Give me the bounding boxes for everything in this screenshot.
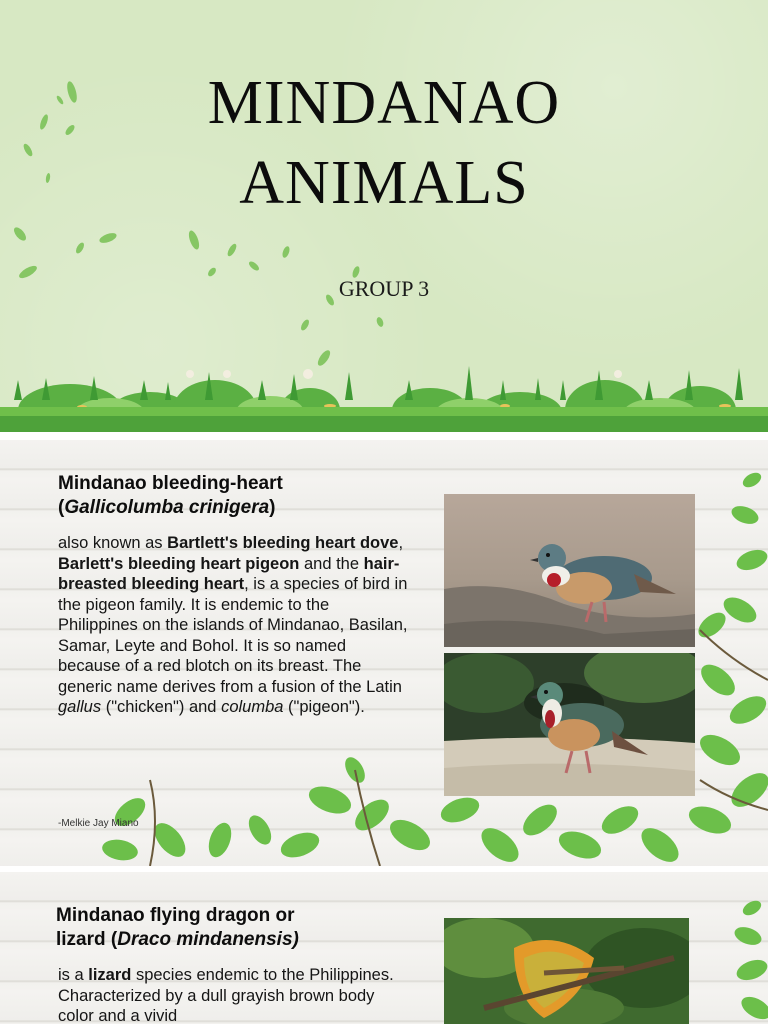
slide-heading — [58, 472, 438, 520]
title-line-1: MINDANAO — [207, 69, 561, 137]
paren-open: ( — [58, 497, 65, 518]
bird-photo-2 — [444, 653, 695, 796]
text-run: ("chicken") and — [101, 698, 222, 716]
italic-run: columba — [221, 698, 284, 716]
bold-run: hair-breasted bleeding heart — [58, 554, 400, 593]
text-run: ("pigeon"). — [283, 698, 365, 716]
text-run: , — [398, 534, 404, 552]
text-run: is a — [58, 966, 89, 984]
author-credit: -Melkie Jay Miano — [58, 818, 139, 829]
bleeding-heart-slide — [0, 440, 768, 866]
text-run: species endemic to the Philippines. Characterized by a dull grayish brown body color and a vivid — [58, 966, 394, 1024]
description-text — [58, 533, 410, 718]
bold-run: lizard — [88, 966, 132, 984]
slide-heading — [56, 904, 436, 952]
heading-line-1: Mindanao flying dragon or — [56, 905, 295, 926]
slide-subtitle: GROUP 3 — [338, 276, 430, 301]
heading-line-2 — [56, 928, 436, 952]
heading-line-1: Mindanao bleeding-heart — [58, 473, 283, 494]
scientific-name: Gallicolumba crinigera — [64, 497, 270, 518]
text-run: , is a species of bird in the pigeon family. It is endemic to the Philippines on the islands of Mindanao, Basilan, Samar, Leyte and Bohol. It is so named because of a red blotch on its breast. The generic name derives from a fusion of the Latin — [58, 575, 408, 696]
description-text — [58, 965, 398, 1024]
scientific-name: Draco mindanensis) — [117, 929, 299, 950]
text-run: and the — [299, 554, 364, 573]
italic-run: gallus — [58, 698, 102, 716]
lizard-photo — [444, 918, 689, 1024]
title-slide — [0, 0, 768, 432]
bird-photo-1 — [444, 494, 695, 647]
paren-close: ) — [269, 497, 276, 518]
text-run: also known as — [58, 534, 168, 552]
heading-line-2 — [58, 496, 438, 520]
title-line-2: ANIMALS — [239, 149, 529, 217]
slide-title — [0, 70, 768, 216]
bold-run: Bartlett's bleeding heart dove — [167, 534, 399, 552]
heading-text: lizard ( — [56, 929, 118, 950]
ground-strip — [0, 407, 768, 432]
bold-run: Barlett's bleeding heart pigeon — [58, 554, 300, 573]
flying-dragon-slide — [0, 872, 768, 1024]
slide-gap — [0, 432, 768, 440]
